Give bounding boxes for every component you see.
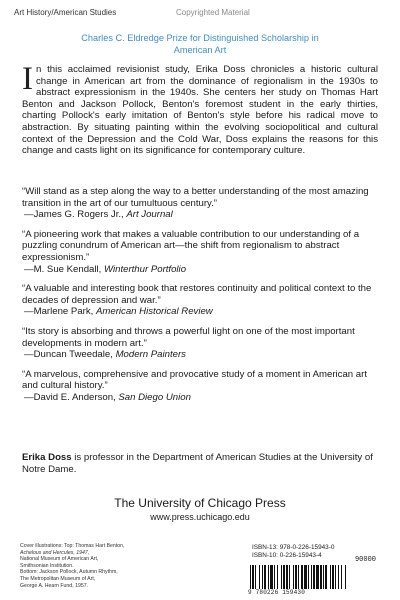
author-name: Erika Doss	[22, 452, 72, 463]
publisher-url: www.press.uchicago.edu	[150, 512, 250, 522]
review-source	[22, 349, 378, 361]
barcode-bar	[323, 565, 324, 589]
review-source	[22, 209, 378, 221]
barcode-bar	[330, 565, 331, 589]
barcode-bar	[345, 565, 346, 589]
barcode-bar	[252, 565, 254, 589]
barcode-bar	[293, 565, 294, 589]
review-quote: “Will stand as a step along the way to a better understanding of the most amazing transition in the art of our tumultuous century.”	[22, 186, 369, 209]
review-list	[22, 186, 378, 412]
barcode-bar	[274, 565, 275, 589]
barcode-price-code: 90000	[354, 556, 376, 564]
cover-credit-line: National Museum of American Art,	[20, 556, 99, 563]
review-publication: Modern Painters	[115, 349, 186, 361]
drop-cap: I	[22, 61, 33, 97]
barcode-bar	[283, 565, 285, 589]
isbn-10: ISBN-10: 0-226-15943-4	[252, 552, 322, 559]
barcode-bar	[320, 565, 322, 589]
prize-heading	[30, 32, 370, 56]
barcode-bar	[264, 565, 266, 589]
barcode-bar	[259, 565, 260, 589]
barcode-bar	[341, 565, 342, 589]
isbn-block	[252, 544, 334, 560]
barcode-bar	[250, 565, 251, 589]
author-bio-text: is professor in the Department of American Studies at the University of Notre Dame.	[22, 452, 373, 475]
barcode-bar	[281, 565, 282, 589]
review-author: —Marlene Park,	[24, 306, 96, 318]
description-text: n this acclaimed revisionist study, Erika Doss chronicles a historic cultural change in American art from the dominance of regionalism in the 1930s to abstract expressionism in the 1940s. She centers her study on Thomas Hart Benton and Jackson Pollock, Benton's foremost student in the early thirties, charting Pollock's early imitation of Benton's style before his radical move to abstraction. By situating painting within the evolving sociopolitical and cultural context of the Depression and the Cold War, Doss explains the reasons for this change and casts light on its significance for contemporary culture.	[22, 64, 378, 157]
review-quote: “A marvelous, comprehensive and provocative study of a moment in American art and cultural history.”	[22, 368, 368, 392]
review-publication: San Diego Union	[118, 391, 191, 403]
top-bar	[14, 6, 386, 20]
review-publication: American Historical Review	[95, 306, 213, 318]
category-label: Art History/American Studies	[14, 8, 117, 17]
barcode-bars-icon	[248, 565, 378, 589]
barcode-number: 9 780226 159430	[248, 589, 306, 596]
barcode-bar	[301, 565, 303, 589]
review-author: —Duncan Tweedale,	[24, 349, 116, 361]
review-item	[22, 186, 378, 221]
barcode-bar	[262, 565, 263, 589]
barcode-bar	[268, 565, 269, 589]
review-item	[22, 283, 378, 318]
barcode-bar	[308, 565, 309, 589]
barcode	[248, 556, 378, 598]
publisher-block	[0, 496, 400, 523]
barcode-bar	[255, 565, 256, 589]
review-publication: Art Journal	[126, 209, 173, 221]
barcode-bar	[313, 565, 315, 589]
review-author: —David E. Anderson,	[24, 391, 119, 403]
prize-line-2: American Art	[173, 45, 227, 55]
barcode-bar	[335, 565, 336, 589]
cover-credit-line: Cover illustrations: Top: Thomas Hart Benton,	[20, 543, 125, 549]
copyright-watermark: Copyrighted Material	[176, 8, 250, 17]
review-publication: Winterthur Portfolio	[104, 263, 187, 275]
barcode-bar	[304, 565, 307, 589]
barcode-bar	[277, 565, 278, 589]
isbn-13: ISBN-13: 978-0-226-15943-0	[252, 544, 335, 551]
prize-line-1: Charles C. Eldredge Prize for Distinguished Scholarship in	[81, 33, 319, 43]
barcode-bar	[286, 565, 288, 589]
barcode-bar	[338, 565, 339, 589]
cover-credit-line: Smithsonian Institution.	[20, 562, 74, 569]
barcode-bar	[311, 565, 312, 589]
review-quote: “A pioneering work that makes a valuable contribution to our understanding of a puzzling conundrum of American art—the shift from regionalism to abstract expressionism.”	[22, 228, 360, 263]
cover-credit-line: Achelous and Hercules, 1947,	[20, 549, 90, 556]
barcode-bar	[332, 565, 334, 589]
review-quote: “Its story is absorbing and throws a powerful light on one of the most important developments in modern art.”	[22, 325, 355, 349]
cover-credits	[20, 543, 172, 589]
cover-credit-line: Bottom: Jackson Pollock, Autumn Rhythm,	[20, 569, 118, 576]
barcode-bar	[298, 565, 299, 589]
review-item	[22, 369, 378, 404]
cover-credit-line: The Metropolitan Museum of Art,	[20, 575, 96, 582]
review-source	[22, 306, 378, 318]
review-quote: “A valuable and interesting book that restores continuity and political context to the decades of depression and war.”	[22, 283, 372, 306]
review-author: —M. Sue Kendall,	[24, 263, 104, 275]
review-source	[22, 392, 378, 404]
barcode-bar	[316, 565, 319, 589]
author-bio	[22, 452, 378, 475]
barcode-bar	[295, 565, 297, 589]
review-author: —James G. Rogers Jr.,	[24, 209, 127, 221]
barcode-bar	[289, 565, 290, 589]
review-item	[22, 326, 378, 361]
barcode-bar	[325, 565, 327, 589]
book-description	[22, 61, 378, 157]
publisher-name: The University of Chicago Press	[114, 496, 286, 510]
review-source	[22, 264, 378, 276]
review-item	[22, 229, 378, 275]
cover-credit-line: George A. Hearn Fund, 1957.	[20, 582, 89, 589]
barcode-bar	[270, 565, 273, 589]
